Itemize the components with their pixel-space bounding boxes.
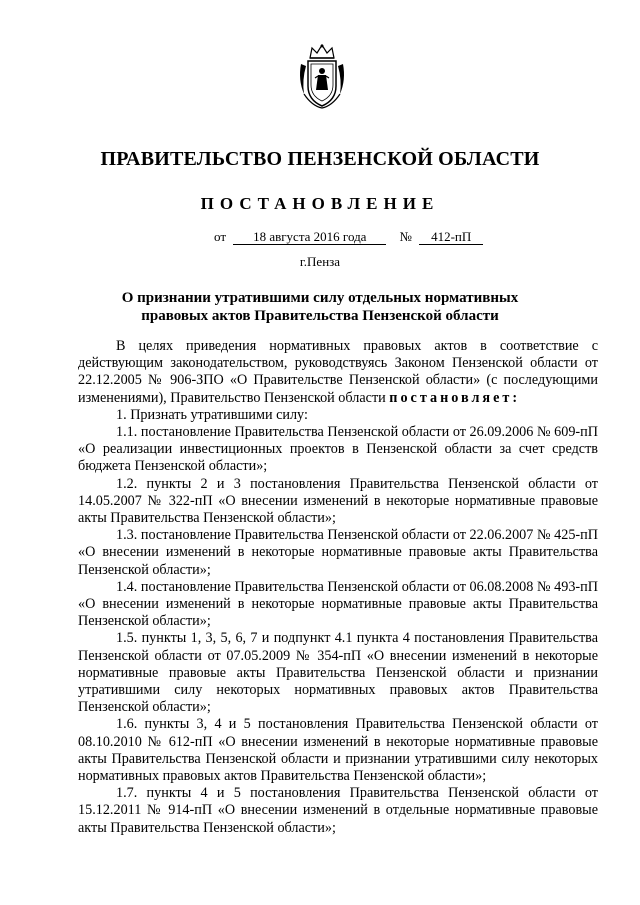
document-type: ПОСТАНОВЛЕНИЕ xyxy=(200,194,440,213)
document-number: 412-пП xyxy=(419,230,483,245)
number-prefix: № xyxy=(399,229,412,244)
date-number-line xyxy=(214,229,483,245)
document-date: 18 августа 2016 года xyxy=(233,230,386,245)
document-body xyxy=(78,338,598,837)
item-1-1: 1.1. постановление Правительства Пензенской области от 26.09.2006 № 609-пП «О реализации инвестиционных проектов в Пензенской области за счет средств бюджета Пензенской области»; xyxy=(78,424,598,475)
item-1: 1. Признать утратившими силу: xyxy=(116,406,308,423)
city: г.Пенза xyxy=(299,254,341,269)
item-1-2: 1.2. пункты 2 и 3 постановления Правительства Пензенской области от 14.05.2007 № 322-пП «О внесении изменений в некоторые нормативные правовые акты Правительства Пензенской области»; xyxy=(78,475,598,527)
date-prefix: от xyxy=(214,229,227,244)
item-1-7: 1.7. пункты 4 и 5 постановления Правительства Пензенской области от 15.12.2011 № 914-пП «О внесении изменений в отдельные нормативные правовые акты Правительства Пензенской области»; xyxy=(78,785,598,836)
item-1-5: 1.5. пункты 1, 3, 5, 6, 7 и подпункт 4.1 пункта 4 постановления Правительства Пензенской области от 07.05.2009 № 354-пП «О внесении изменений в некоторые нормативные правовые акты Правительства Пензенской области и признании утратившими силу некоторых нормативных правовых актов Правительства Пензенской области»; xyxy=(78,630,598,716)
item-1-4: 1.4. постановление Правительства Пензенской области от 06.08.2008 № 493-пП «О внесении изменений в некоторые нормативные правовые акты Правительства Пензенской области»; xyxy=(78,578,598,630)
government-title: ПРАВИТЕЛЬСТВО ПЕНЗЕНСКОЙ ОБЛАСТИ xyxy=(100,148,540,170)
intro-paragraph xyxy=(78,338,598,407)
item-1-6: 1.6. пункты 3, 4 и 5 постановления Правительства Пензенской области от 08.10.2010 № 612-пП «О внесении изменений в некоторые нормативные правовые акты Правительства Пензенской области и признании утратившими силу некоторых нормативных правовых актов Правительства Пензенской области»; xyxy=(78,716,598,785)
resolves-word: постановляет: xyxy=(389,389,521,406)
subject-line-1: О признании утратившими силу отдельных нормативных xyxy=(121,290,519,306)
subject-line-2: правовых актов Правительства Пензенской области xyxy=(141,308,499,324)
coat-of-arms-emblem xyxy=(297,44,347,110)
intro-text: В целях приведения нормативных правовых актов в соответствие с действующим законодательством, руководствуясь Законом Пензенской области от 22.12.2005 № 906-ЗПО «О Правительстве Пензенской области» (с последующими изменениями), Правительство Пензенской области xyxy=(78,338,598,406)
item-1-3: 1.3. постановление Правительства Пензенской области от 22.06.2007 № 425-пП «О внесении изменений в некоторые нормативные правовые акты Правительства Пензенской области»; xyxy=(78,527,598,578)
document-subject xyxy=(90,289,550,325)
